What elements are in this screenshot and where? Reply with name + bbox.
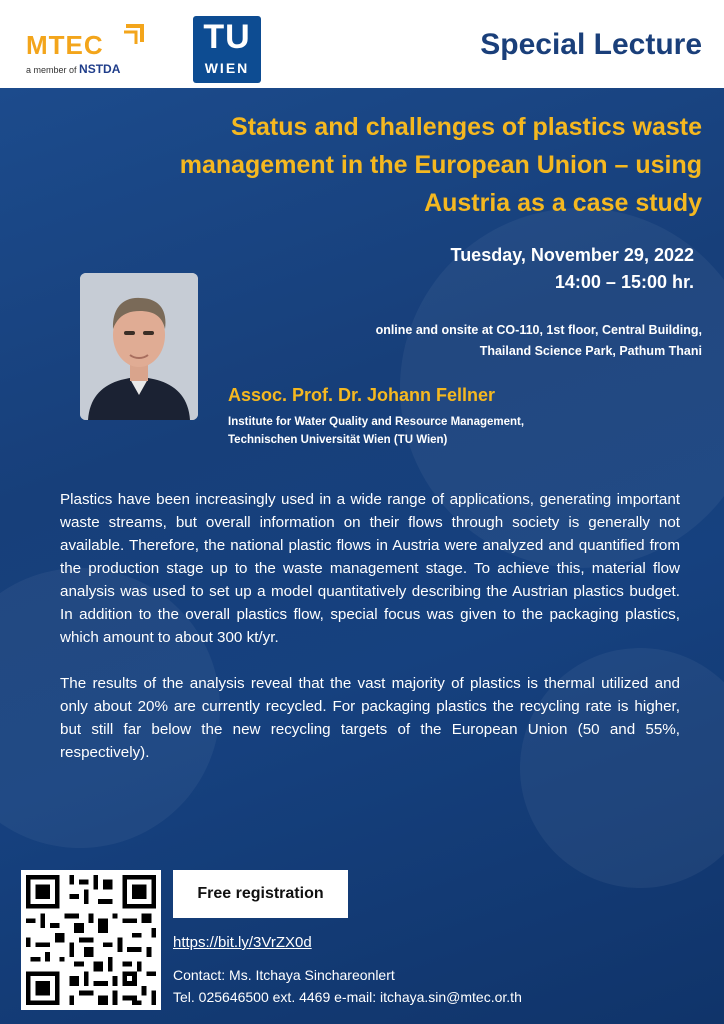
title-line: Austria as a case study bbox=[424, 189, 702, 217]
venue-block bbox=[376, 320, 702, 362]
contact-info bbox=[173, 964, 522, 1008]
poster-body bbox=[0, 88, 724, 1024]
venue-line: online and onsite at CO-110, 1st floor, Central Building, bbox=[375, 323, 702, 337]
registration-qr-code[interactable] bbox=[21, 870, 161, 1010]
abstract bbox=[60, 488, 680, 787]
affiliation-line: Technischen Universität Wien (TU Wien) bbox=[228, 434, 448, 446]
contact-person: Contact: Ms. Itchaya Sinchareonlert bbox=[173, 967, 395, 983]
speaker-portrait-icon bbox=[80, 273, 198, 420]
lecture-date: Tuesday, November 29, 2022 bbox=[450, 245, 694, 265]
mtec-member-text: a member of bbox=[26, 65, 77, 75]
mtec-logo bbox=[26, 22, 156, 78]
abstract-paragraph: The results of the analysis reveal that the vast majority of plastics is thermal utilized and only about 20% are currently recycled. For packaging plastics the recycling rate is higher, but still far below the new recycling targets of the European Union (50 and 55%, respectively). bbox=[60, 675, 680, 761]
free-registration-button[interactable]: Free registration bbox=[173, 870, 348, 918]
mtec-member-line bbox=[26, 62, 120, 76]
lecture-time: 14:00 – 15:00 hr. bbox=[554, 272, 694, 292]
qr-code-icon bbox=[21, 870, 161, 1010]
tu-wien-logo bbox=[193, 16, 261, 83]
speaker-affiliation bbox=[228, 413, 524, 449]
mtec-logo-text: MTEC bbox=[26, 30, 104, 60]
mtec-chevron-icon bbox=[122, 22, 148, 48]
title-line: management in the European Union – using bbox=[179, 151, 702, 179]
tu-logo-top: TU bbox=[203, 18, 251, 56]
contact-phone-email: Tel. 025646500 ext. 4469 e-mail: itchaya.sin@mtec.or.th bbox=[173, 989, 522, 1005]
date-time-block bbox=[451, 242, 694, 296]
nstda-text: NSTDA bbox=[79, 62, 121, 76]
tu-logo-bottom: WIEN bbox=[204, 60, 250, 76]
lecture-title bbox=[22, 108, 702, 222]
speaker-name: Assoc. Prof. Dr. Johann Fellner bbox=[228, 385, 496, 405]
registration-link[interactable]: https://bit.ly/3VrZX0d bbox=[173, 934, 312, 951]
event-type-heading: Special Lecture bbox=[480, 28, 702, 61]
affiliation-line: Institute for Water Quality and Resource Management, bbox=[228, 416, 525, 428]
abstract-paragraph: Plastics have been increasingly used in a wide range of applications, generating important waste streams, but overall information on their flows through society is generally not available. Therefore, the national plastic flows in Austria were analyzed and quantified from the production stage up to the waste management stage. To achieve this, material flow analysis was used to set up a model quantitatively describing the Austrian plastics budget. In addition to the overall plastics flow, special focus was given to the packaging plastics, which amount to about 300 kt/yr. bbox=[60, 491, 680, 646]
title-line: Status and challenges of plastics waste bbox=[231, 113, 702, 141]
speaker-photo bbox=[80, 273, 198, 420]
venue-line: Thailand Science Park, Pathum Thani bbox=[479, 344, 702, 358]
header-bar bbox=[0, 0, 724, 88]
